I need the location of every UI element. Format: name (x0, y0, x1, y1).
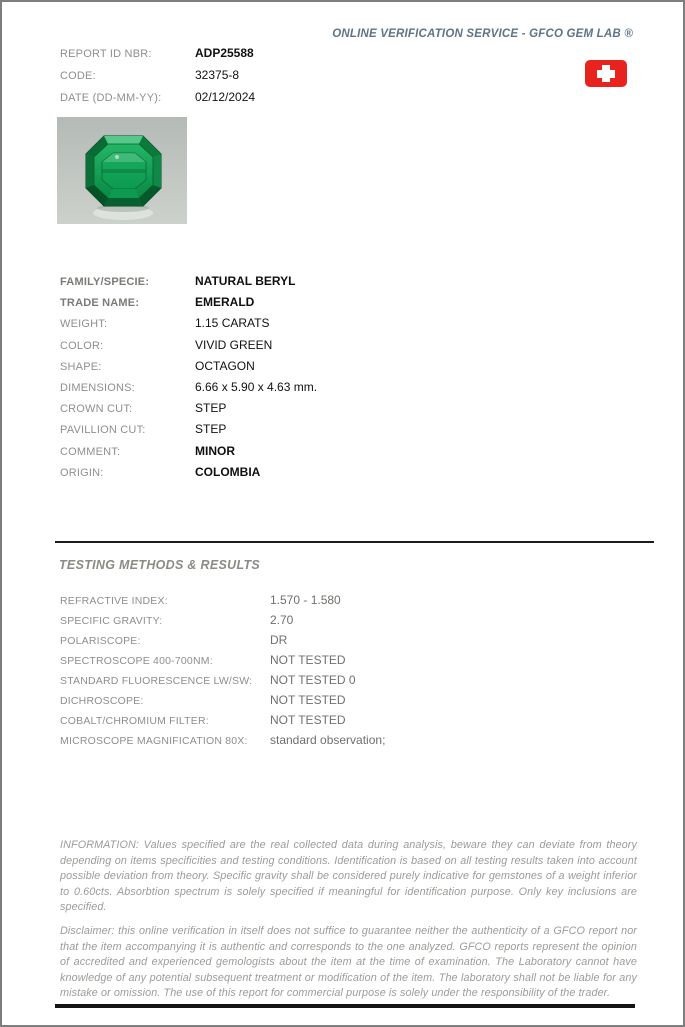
identification-row (60, 444, 317, 465)
testing-row (60, 593, 385, 613)
identification-row (60, 359, 317, 380)
disclaimer-paragraph: Disclaimer: this online verification in itself does not suffice to guarantee neither the authenticity of a GFCO report nor that the item accompanying it is authentic and corresponds to the one analyzed. GFCO reports represent the opinion of accredited and experienced gemologists about the item at the time of examination. The Laboratory cannot have knowledge of any potential subsequent treatment or modification of the item. The laboratory shall not be liable for any mistake or omission. The use of this report for commercial purpose is solely under the responsibility of the trader. (60, 925, 637, 1000)
trade-name-label: TRADE NAME: (60, 297, 140, 310)
dichroscope-value: NOT TESTED (270, 693, 346, 707)
dimensions-value: 6.66 x 5.90 x 4.63 mm. (195, 379, 318, 394)
comment-label: COMMENT: (60, 445, 121, 458)
report-id-value: ADP25588 (195, 46, 254, 60)
comment-value: MINOR (195, 443, 235, 458)
service-title: ONLINE VERIFICATION SERVICE - GFCO GEM LAB ® (332, 28, 633, 40)
dimensions-label: DIMENSIONS: (60, 381, 135, 394)
swiss-cross-icon (585, 60, 627, 87)
date-label: DATE (DD-MM-YY): (60, 92, 162, 104)
shape-value: OCTAGON (195, 358, 255, 373)
report-id-row (60, 46, 255, 68)
date-value: 02/12/2024 (195, 90, 256, 104)
fluorescence-label: STANDARD FLUORESCENCE LW/SW: (60, 675, 253, 687)
fluorescence-value: NOT TESTED 0 (270, 673, 356, 687)
identification-row (60, 380, 317, 401)
identification-row (60, 465, 317, 486)
bottom-rule-line (55, 1004, 635, 1008)
identification-row (60, 422, 317, 443)
testing-row (60, 733, 385, 753)
family-specie-label: FAMILY/SPECIE: (60, 276, 150, 288)
cobalt-filter-label: COBALT/CHROMIUM FILTER: (60, 715, 209, 727)
identification-row (60, 338, 317, 359)
testing-row (60, 673, 385, 693)
origin-value: COLOMBIA (195, 464, 261, 479)
testing-row (60, 693, 385, 713)
code-row (60, 68, 255, 90)
polariscope-label: POLARISCOPE: (60, 635, 141, 647)
identification-row (60, 274, 317, 295)
code-label: CODE: (60, 70, 96, 82)
information-paragraph: INFORMATION: Values specified are the real collected data during analysis, beware they can deviate from theory depending on items specificities and testing conditions. Identification is based on all testing results taken into account possible deviation from theory. Specific gravity shall be considered purely indicative for gemstones of a weight inferior to 0.60cts. Absorbtion spectrum is solely specified if meaningful for identification purpose. Only key inclusions are specified. (60, 839, 637, 914)
gemstone-photo (57, 117, 187, 224)
code-value: 32375-8 (195, 68, 240, 82)
color-label: COLOR: (60, 339, 104, 352)
testing-section-title: TESTING METHODS & RESULTS (59, 558, 261, 572)
testing-row (60, 653, 385, 673)
refractive-index-value: 1.570 - 1.580 (270, 593, 341, 607)
report-id-label: REPORT ID NBR: (60, 48, 152, 60)
origin-label: ORIGIN: (60, 466, 104, 479)
color-value: VIVID GREEN (195, 337, 273, 352)
microscope-label: MICROSCOPE MAGNIFICATION 80X: (60, 735, 248, 747)
testing-row (60, 613, 385, 633)
family-specie-value: NATURAL BERYL (195, 274, 296, 288)
testing-row (60, 633, 385, 653)
identification-row (60, 316, 317, 337)
shape-label: SHAPE: (60, 360, 102, 373)
specific-gravity-label: SPECIFIC GRAVITY: (60, 615, 163, 627)
crown-cut-value: STEP (195, 401, 227, 416)
date-row (60, 90, 255, 112)
spectroscope-value: NOT TESTED (270, 653, 346, 667)
crown-cut-label: CROWN CUT: (60, 403, 133, 416)
weight-label: WEIGHT: (60, 318, 108, 331)
testing-row (60, 713, 385, 733)
pavillion-cut-value: STEP (195, 422, 227, 437)
spectroscope-label: SPECTROSCOPE 400-700NM: (60, 655, 213, 667)
refractive-index-label: REFRACTIVE INDEX: (60, 595, 168, 607)
weight-value: 1.15 CARATS (195, 316, 270, 331)
microscope-value: standard observation; (270, 733, 386, 747)
swiss-cross-horizontal-bar (597, 70, 615, 78)
cobalt-filter-value: NOT TESTED (270, 713, 346, 727)
identification-section (60, 274, 317, 486)
pavillion-cut-label: PAVILLION CUT: (60, 424, 146, 437)
section-divider-line (55, 541, 654, 543)
testing-section (60, 593, 385, 753)
identification-row (60, 295, 317, 316)
polariscope-value: DR (270, 633, 288, 647)
specific-gravity-value: 2.70 (270, 613, 294, 627)
identification-row (60, 401, 317, 422)
trade-name-value: EMERALD (195, 295, 255, 310)
dichroscope-label: DICHROSCOPE: (60, 695, 144, 707)
report-meta (60, 46, 255, 112)
